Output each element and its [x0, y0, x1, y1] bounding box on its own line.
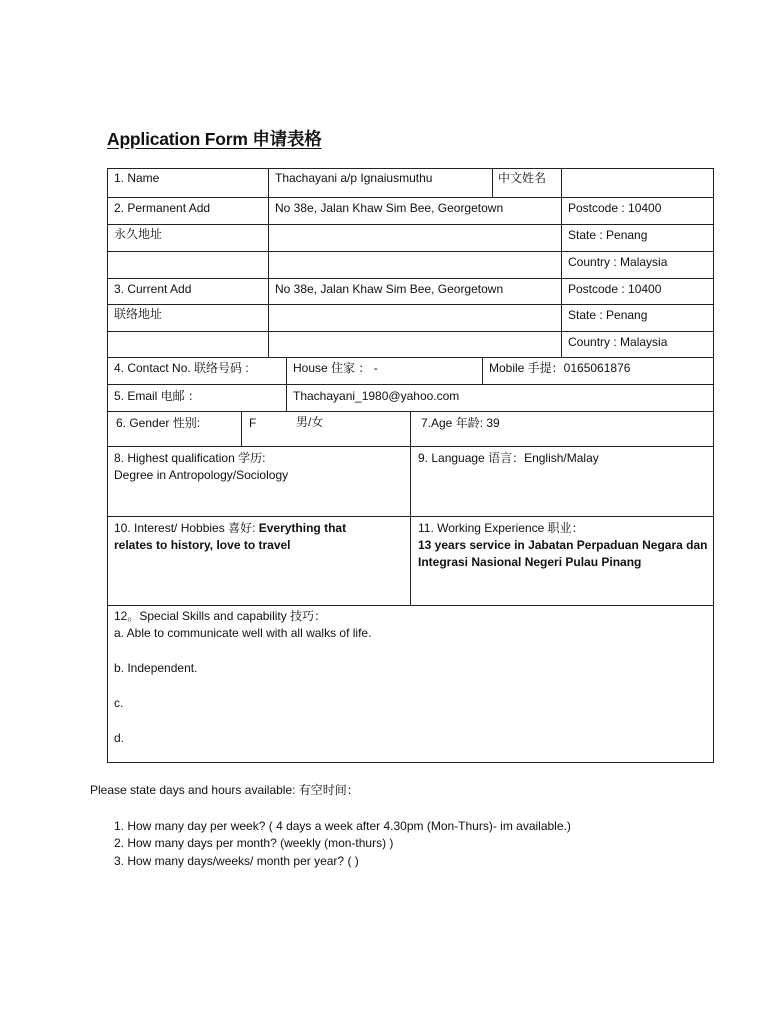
skill-a[interactable]: a. Able to communicate well with all walks of life.	[114, 626, 372, 640]
current-state[interactable]: State : Penang	[568, 308, 648, 322]
col-divider	[268, 168, 269, 357]
permanent-state[interactable]: State : Penang	[568, 228, 648, 242]
availability-question-1[interactable]: 1. How many day per week? ( 4 days a week after 4.30pm (Mon-Thurs)- im available.)	[114, 819, 571, 833]
row-divider	[107, 357, 714, 358]
availability-question-2[interactable]: 2. How many days per month? (weekly (mon-thurs) )	[114, 836, 394, 850]
qualification-label: 8. Highest qualification 学历:	[114, 451, 266, 465]
skill-b[interactable]: b. Independent.	[114, 661, 198, 675]
permanent-address-label-cn: 永久地址	[114, 227, 163, 241]
interest-value-continued[interactable]: relates to history, love to travel	[114, 538, 291, 552]
gender-options: 男/女	[296, 415, 324, 429]
gender-field[interactable]: F	[249, 416, 257, 430]
work-experience-field-continued[interactable]: Integrasi Nasional Negeri Pulau Pinang	[418, 555, 642, 569]
col-divider	[410, 411, 411, 605]
name-field[interactable]: Thachayani a/p Ignaiusmuthu	[275, 171, 433, 185]
form-title: Application Form 申请表格	[107, 129, 322, 149]
qualification-field[interactable]: Degree in Antropology/Sociology	[114, 468, 289, 482]
col-divider	[286, 357, 287, 411]
permanent-postcode[interactable]: Postcode : 10400	[568, 201, 662, 215]
gender-label: 6. Gender 性别:	[116, 416, 201, 430]
interest-value[interactable]: Everything that	[258, 521, 347, 535]
work-experience-field[interactable]: 13 years service in Jabatan Perpaduan Negara dan	[418, 538, 708, 552]
permanent-address-field[interactable]: No 38e, Jalan Khaw Sim Bee, Georgetown	[275, 201, 504, 215]
house-phone-field[interactable]: House 住家 ： -	[293, 361, 378, 375]
email-label: 5. Email 电邮 ：	[114, 389, 201, 403]
chinese-name-label: 中文姓名	[498, 171, 547, 185]
current-address-label: 3. Current Add	[114, 282, 192, 296]
current-postcode[interactable]: Postcode : 10400	[568, 282, 662, 296]
col-divider	[482, 357, 483, 384]
current-address-label-cn: 联络地址	[114, 307, 163, 321]
row-divider	[107, 197, 714, 198]
language-field[interactable]: 9. Language 语言：English/Malay	[418, 451, 599, 465]
work-experience-label: 11. Working Experience 职业：	[418, 521, 584, 535]
row-divider	[107, 251, 714, 252]
age-field[interactable]: 7.Age 年龄: 39	[421, 416, 500, 430]
permanent-address-label: 2. Permanent Add	[114, 201, 211, 215]
row-divider	[107, 605, 714, 606]
col-divider	[561, 168, 562, 357]
name-label: 1. Name	[114, 171, 160, 185]
row-divider	[107, 278, 714, 279]
row-divider	[107, 331, 714, 332]
col-divider	[241, 411, 242, 446]
availability-question-3[interactable]: 3. How many days/weeks/ month per year? ( )	[114, 854, 359, 868]
permanent-country[interactable]: Country : Malaysia	[568, 255, 668, 269]
interest-line	[114, 520, 346, 536]
availability-prompt: Please state days and hours available: 有空时间：	[90, 783, 359, 797]
mobile-phone-field[interactable]: Mobile 手提：0165061876	[489, 361, 631, 375]
skill-d[interactable]: d.	[114, 731, 125, 745]
current-country[interactable]: Country : Malaysia	[568, 335, 668, 349]
row-divider	[107, 304, 714, 305]
row-divider	[107, 384, 714, 385]
current-address-field[interactable]: No 38e, Jalan Khaw Sim Bee, Georgetown	[275, 282, 504, 296]
skills-label: 12。Special Skills and capability 技巧：	[114, 609, 327, 623]
col-divider	[492, 168, 493, 197]
row-divider	[107, 224, 714, 225]
email-field[interactable]: Thachayani_1980@yahoo.com	[293, 389, 460, 403]
contact-label: 4. Contact No. 联络号码 :	[114, 361, 249, 375]
interest-label: 10. Interest/ Hobbies 喜好:	[114, 521, 259, 535]
skill-c[interactable]: c.	[114, 696, 124, 710]
